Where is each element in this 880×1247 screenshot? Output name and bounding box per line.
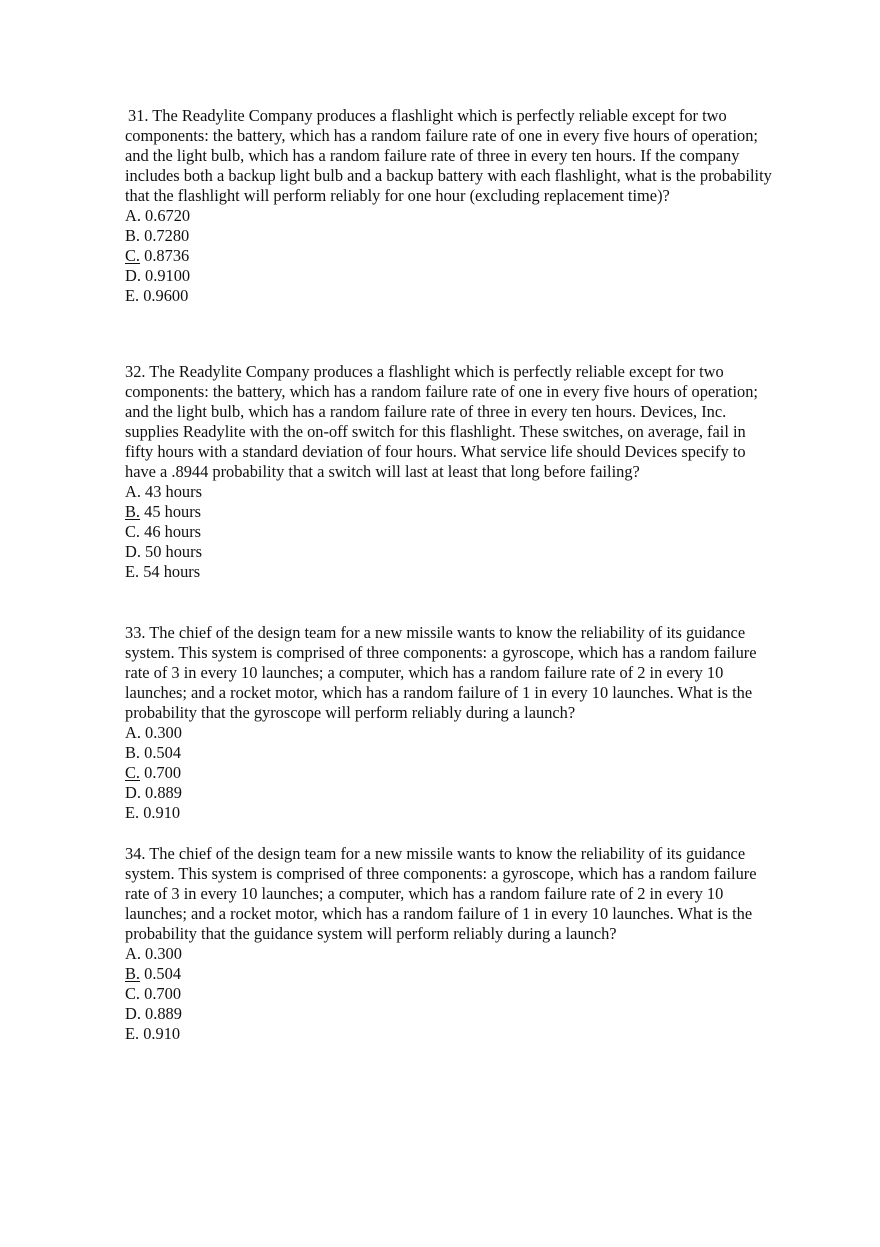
option-letter: D. — [125, 542, 141, 561]
option-letter: D. — [125, 783, 141, 802]
option-b — [125, 502, 775, 522]
option-c — [125, 984, 775, 1004]
answer-options — [125, 944, 775, 1044]
question-34 — [125, 844, 775, 1044]
option-text: 0.700 — [140, 763, 182, 782]
option-letter: E. — [125, 1024, 140, 1043]
option-text: 43 hours — [140, 482, 202, 501]
option-text: 0.504 — [140, 743, 182, 762]
option-text: 0.700 — [140, 984, 182, 1003]
option-text: 54 hours — [139, 562, 201, 581]
option-e — [125, 1024, 775, 1044]
option-text: 0.9100 — [140, 266, 191, 285]
option-letter: D. — [125, 266, 141, 285]
option-text: 0.300 — [140, 944, 182, 963]
option-e — [125, 562, 775, 582]
option-letter: D. — [125, 1004, 141, 1023]
option-b — [125, 743, 775, 763]
question-stem: 34. The chief of the design team for a new missile wants to know the reliability of its guidance system. This system is comprised of three components: a gyroscope, which has a random failure rate of 3 in every 10 launches; a computer, which has a random failure rate of 2 in every 10 launches; and a rocket motor, which has a random failure of 1 in every 10 launches. What is the probability that the guidance system will perform reliably during a launch? — [125, 844, 757, 943]
option-letter: A. — [125, 944, 141, 963]
option-e — [125, 803, 775, 823]
option-a — [125, 944, 775, 964]
option-text: 0.6720 — [140, 206, 191, 225]
option-c — [125, 246, 775, 266]
option-a — [125, 206, 775, 226]
option-letter: A. — [125, 206, 141, 225]
option-letter: E. — [125, 803, 140, 822]
question-stem: 31. The Readylite Company produces a flashlight which is perfectly reliable except for two components: the battery, which has a random failure rate of one in every five hours of operation; and the light bulb, which has a random failure rate of three in every ten hours. If the company includes both a backup light bulb and a backup battery with each flashlight, what is the probability that the flashlight will perform reliably for one hour (excluding replacement time)? — [125, 106, 772, 205]
question-31 — [125, 106, 775, 306]
option-text: 45 hours — [140, 502, 202, 521]
option-letter: B. — [125, 226, 141, 245]
option-letter-correct: B. — [125, 964, 141, 983]
question-stem: 33. The chief of the design team for a new missile wants to know the reliability of its guidance system. This system is comprised of three components: a gyroscope, which has a random failure rate of 3 in every 10 launches; a computer, which has a random failure rate of 2 in every 10 launches; and a rocket motor, which has a random failure of 1 in every 10 launches. What is the probability that the gyroscope will perform reliably during a launch? — [125, 623, 757, 722]
option-letter-correct: B. — [125, 502, 141, 521]
option-a — [125, 723, 775, 743]
option-text: 0.889 — [140, 783, 182, 802]
option-b — [125, 964, 775, 984]
option-d — [125, 266, 775, 286]
option-letter-correct: C. — [125, 763, 141, 782]
option-letter: B. — [125, 743, 141, 762]
question-stem: 32. The Readylite Company produces a flashlight which is perfectly reliable except for two components: the battery, which has a random failure rate of one in every five hours of operation; and the light bulb, which has a random failure rate of three in every ten hours. Devices, Inc. supplies Readylite with the on-off switch for this flashlight. These switches, on average, fail in fifty hours with a standard deviation of four hours. What service life should Devices specify to have a .8944 probability that a switch will last at least that long before failing? — [125, 362, 758, 481]
option-text: 0.7280 — [140, 226, 190, 245]
option-text: 0.910 — [139, 1024, 181, 1043]
option-text: 0.300 — [140, 723, 182, 742]
option-text: 0.9600 — [139, 286, 189, 305]
option-d — [125, 542, 775, 562]
option-text: 46 hours — [140, 522, 202, 541]
option-letter: C. — [125, 522, 141, 541]
question-32 — [125, 362, 775, 582]
option-d — [125, 1004, 775, 1024]
option-letter: A. — [125, 482, 141, 501]
option-a — [125, 482, 775, 502]
answer-options — [125, 723, 775, 823]
option-d — [125, 783, 775, 803]
option-letter: A. — [125, 723, 141, 742]
option-c — [125, 522, 775, 542]
option-letter: C. — [125, 984, 141, 1003]
option-text: 0.504 — [140, 964, 182, 983]
option-text: 0.8736 — [140, 246, 190, 265]
option-c — [125, 763, 775, 783]
answer-options — [125, 482, 775, 582]
option-text: 0.910 — [139, 803, 181, 822]
option-letter: E. — [125, 562, 140, 581]
option-letter-correct: C. — [125, 246, 141, 265]
option-text: 50 hours — [140, 542, 202, 561]
option-letter: E. — [125, 286, 140, 305]
answer-options — [125, 206, 775, 306]
question-33 — [125, 623, 775, 823]
option-text: 0.889 — [140, 1004, 182, 1023]
option-b — [125, 226, 775, 246]
option-e — [125, 286, 775, 306]
